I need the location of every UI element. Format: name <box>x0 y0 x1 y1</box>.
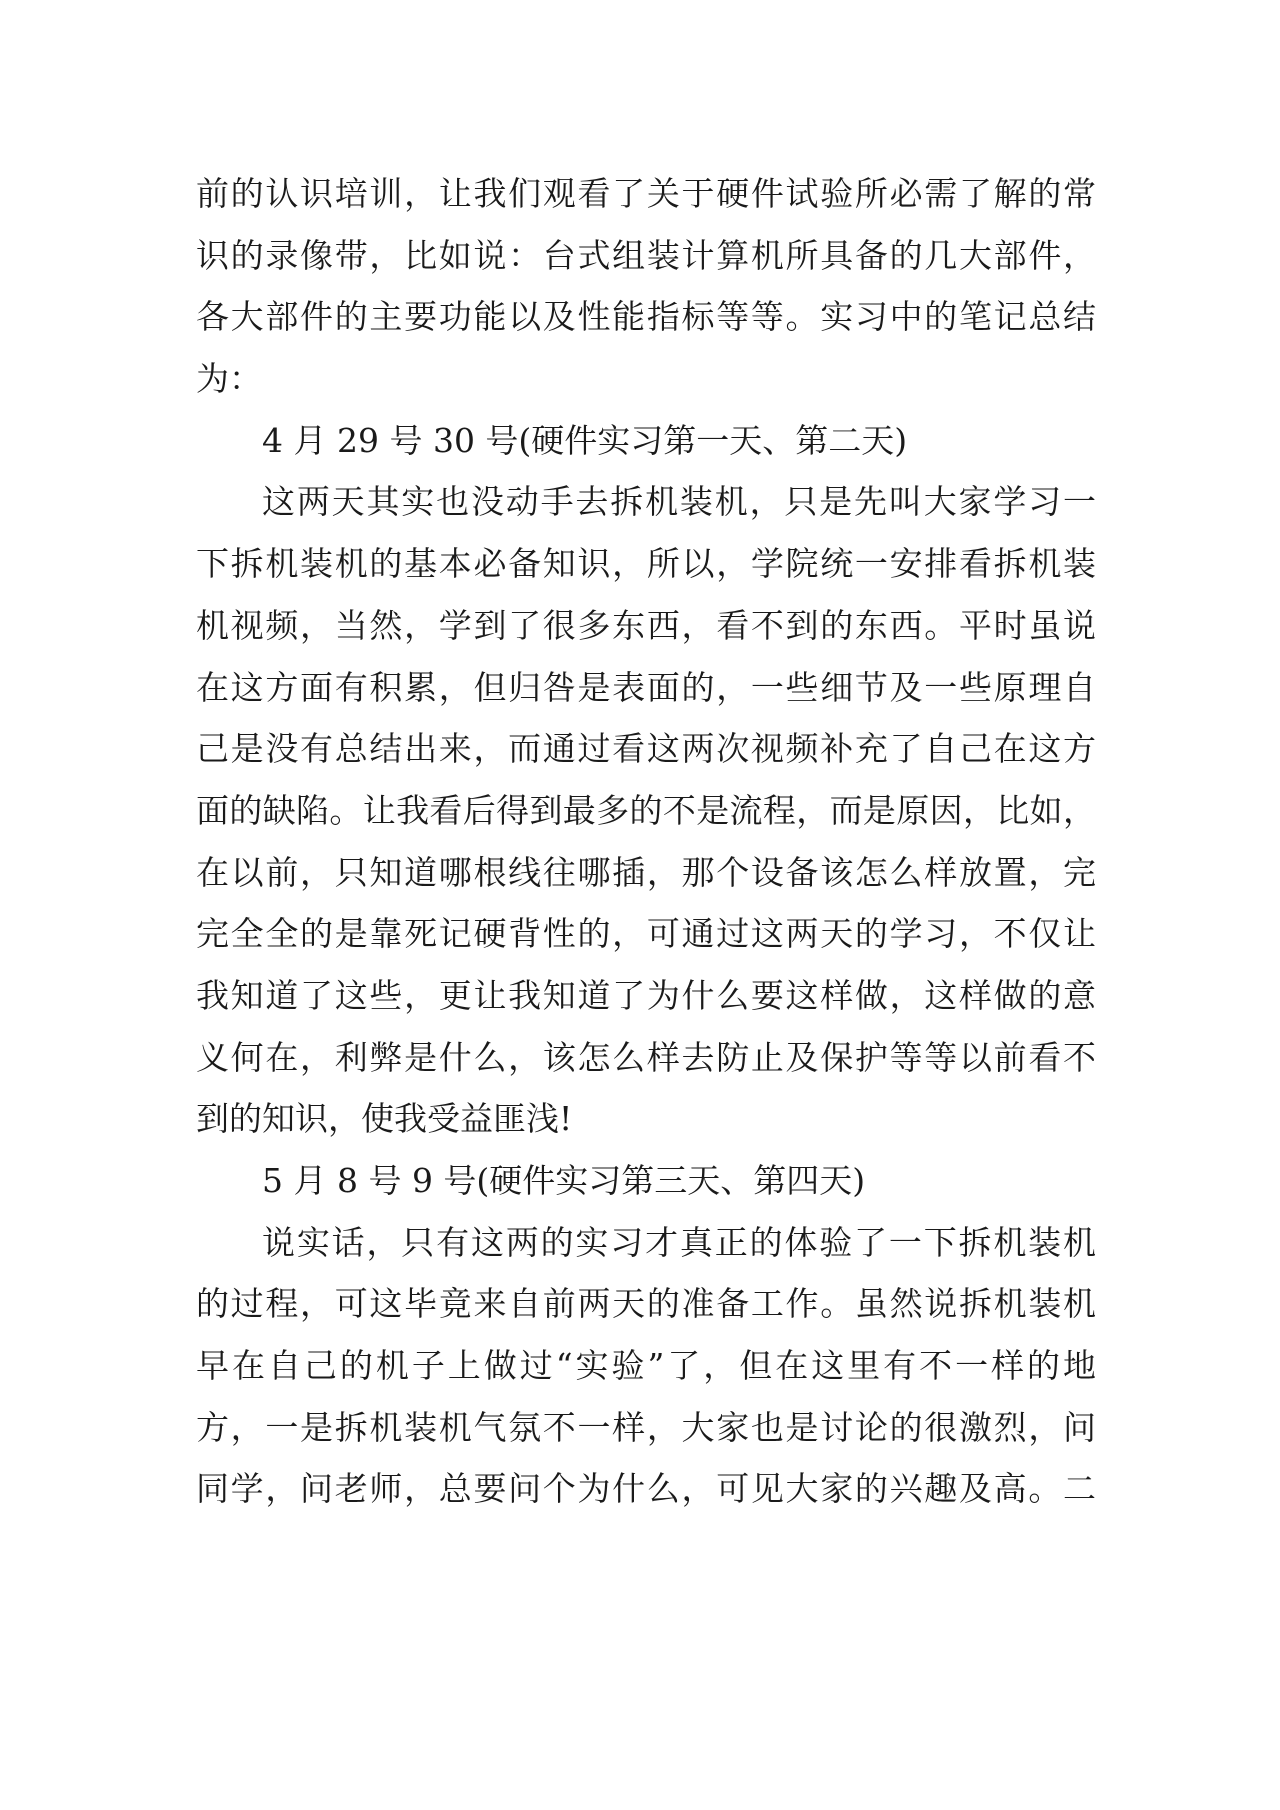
document-body <box>196 163 1096 1520</box>
text-line: 我知道了这些，更让我知道了为什么要这样做，这样做的意 <box>196 975 1096 1015</box>
text-line: 完全全的是靠死记硬背性的，可通过这两天的学习，不仅让 <box>196 914 1096 954</box>
text-line: 己是没有总结出来，而通过看这两次视频补充了自己在这方 <box>196 729 1096 769</box>
text-line: 面的缺陷。让我看后得到最多的不是流程，而是原因，比如， <box>196 790 1096 830</box>
text-line: 早在自己的机子上做过“实验”了，但在这里有不一样的地 <box>196 1346 1096 1386</box>
section-heading: 5 月 8 号 9 号(硬件实习第三天、第四天) <box>262 1161 866 1200</box>
text-line: 识的录像带，比如说：台式组装计算机所具备的几大部件， <box>196 235 1096 275</box>
text-line: 机视频，当然，学到了很多东西，看不到的东西。平时虽说 <box>196 605 1096 645</box>
text-line: 的过程，可这毕竟来自前两天的准备工作。虽然说拆机装机 <box>196 1284 1096 1324</box>
text-line: 前的认识培训，让我们观看了关于硬件试验所必需了解的常 <box>196 174 1096 213</box>
text-line: 说实话，只有这两的实习才真正的体验了一下拆机装机 <box>262 1222 1096 1262</box>
text-line: 义何在，利弊是什么，该怎么样去防止及保护等等以前看不 <box>196 1037 1096 1077</box>
text-line: 在以前，只知道哪根线往哪插，那个设备该怎么样放置，完 <box>196 852 1096 892</box>
text-line: 下拆机装机的基本必备知识，所以，学院统一安排看拆机装 <box>196 544 1096 584</box>
text-line: 各大部件的主要功能以及性能指标等等。实习中的笔记总结 <box>196 297 1096 337</box>
text-line: 为： <box>196 359 262 399</box>
section-heading: 4 月 29 号 30 号(硬件实习第一天、第二天) <box>262 420 908 460</box>
text-line: 这两天其实也没动手去拆机装机，只是先叫大家学习一 <box>262 482 1096 522</box>
text-line: 到的知识，使我受益匪浅! <box>196 1099 573 1139</box>
text-line: 方，一是拆机装机气氛不一样，大家也是讨论的很激烈，问 <box>196 1407 1096 1447</box>
text-line: 在这方面有积累，但归咎是表面的，一些细节及一些原理自 <box>196 667 1096 707</box>
text-line: 同学，问老师，总要问个为什么，可见大家的兴趣及高。二 <box>196 1469 1096 1509</box>
